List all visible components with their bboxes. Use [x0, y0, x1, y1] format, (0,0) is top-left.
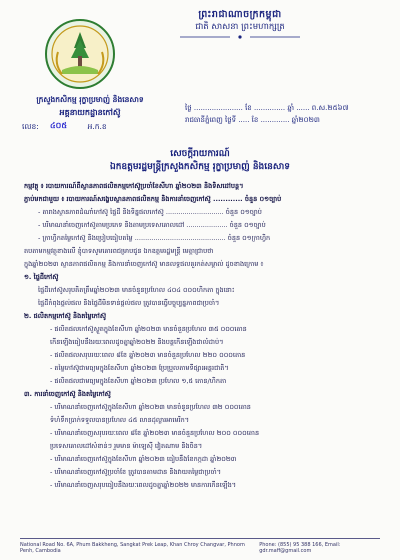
body-line: - ផលិតផលកៅស៊ូស្ងួតក្នុងខែសីហា ឆ្នាំ២០២៣ មានចំនួនប្រហែល ៣៥ ០០០តោន: [50, 325, 247, 333]
body-line: - តារាងស្ថានភាពដំណាំកៅស៊ូ ផ្ទៃដី និងទិន្នផលកៅស៊ូ ............................ ចំនួន ០១ច្បាប់: [38, 208, 262, 216]
reference-prefix: លេខ:: [22, 122, 39, 131]
body-line: - បរិមាណនាំចេញសរុបធៀបនឹងរយៈពេលដូចគ្នាឆ្នាំ២០២២ មានការកើនឡើង។: [50, 481, 237, 489]
kingdom-heading: ព្រះរាជាណាចក្រកម្ពុជា: [198, 9, 282, 20]
body-line: ប្រទេសគោលដៅសំខាន់ៗ រួមមាន ម៉ាឡេស៊ី វៀតណាម និងចិន។: [50, 442, 203, 450]
body-line: - បរិមាណនាំចេញកៅស៊ូប្រចាំខែ ត្រូវបានតាមដាន និងវាយតម្លៃជាប្រចាំ។: [50, 468, 221, 476]
body-line: ភ្ជាប់មកជាមួយ ៖ របាយការណ៍សង្ខេបស្ថានភាពផលិតកម្ម និងការនាំចេញកៅស៊ូ ............ ចំនួន ០១ច្បាប់: [24, 195, 282, 203]
ornamental-divider: [180, 35, 300, 39]
body-line: - បរិមាណនាំចេញកៅស៊ូតាមប្រភេទ និងតាមប្រទេសគោលដៅ .................... ចំនួន ០១ច្បាប់: [38, 221, 266, 229]
national-motto: ជាតិ សាសនា ព្រះមហាក្សត្រ: [195, 22, 285, 32]
document-title: សេចក្តីរាយការណ៍: [170, 149, 230, 159]
body-line: ៣. ការនាំចេញកៅស៊ូ និងតម្លៃកៅស៊ូ: [24, 390, 111, 398]
department-name: អគ្គនាយកដ្ឋានកៅស៊ូ: [59, 108, 121, 117]
body-line: ផ្ទៃដីកៅស៊ូសរុបគិតត្រឹមឆ្នាំ២០២៣ មានចំនួនប្រហែល ៤០៤ ០០០ហិកតា ក្នុងនោះ: [38, 286, 235, 294]
body-line: កើនឡើងធៀបនឹងរយៈពេលដូចគ្នាឆ្នាំ២០២២ និងបន្តកើនឡើងជាលំដាប់។: [50, 338, 224, 346]
body-line: ២. ផលិតកម្មកៅស៊ូ និងតម្លៃកៅស៊ូ: [24, 312, 107, 320]
body-line: - បរិមាណនាំចេញកៅស៊ូក្នុងខែសីហា ឆ្នាំ២០២៣ ធៀបនឹងខែកក្កដា ឆ្នាំ២០២៣: [50, 455, 237, 463]
body-line: - ផលិតផលសរុបរយៈពេល ៨ខែ ឆ្នាំ២០២៣ មានចំនួនប្រហែល ២២០ ០០០តោន: [50, 351, 246, 359]
solar-date: រាជធានីភ្នំពេញ ថ្ងៃទី ..... ខែ ............. ឆ្នាំ២០២៣: [185, 116, 320, 124]
body-line: កម្មវត្ថុ ៖ របាយការណ៍ពីស្ថានភាពផលិតកម្មកៅស៊ូប្រចាំខែសីហា ឆ្នាំ២០២៣ និងទិសដៅបន្ត។: [24, 182, 244, 190]
document-body: [24, 180, 379, 492]
body-line: - បរិមាណនាំចេញសរុបរយៈពេល ៨ខែ ឆ្នាំ២០២៣ មានចំនួនប្រហែល ២០០ ០០០តោន: [50, 429, 260, 437]
body-line: ផ្ទៃដីកំពុងផ្តល់ផល និងផ្ទៃដីមិនទាន់ផ្តល់ផល ត្រូវបានធ្វើបច្ចុប្បន្នភាពជាប្រចាំ។: [38, 299, 220, 307]
lunar-date: ថ្ងៃ ...................... ខែ .............. ឆ្នាំ ...... ព.ស.២៥៦៧: [185, 104, 349, 112]
footer-divider: [20, 538, 380, 539]
body-line: ទំហំទឹកប្រាក់ទទួលបានប្រហែល ៤៥ លានដុល្លារអាមេរិក។: [50, 416, 190, 424]
footer-address: National Road No. 6A, Phum Bakkheng, Sangkat Prek Leap, Khan Chroy Changvar, Phnom Penh, Cambodia: [20, 542, 245, 554]
body-line: ក្នុងឆ្នាំ២០២៣ ស្ថានភាពផលិតកម្ម និងការនាំចេញកៅស៊ូ មានលទ្ធផលគួរកត់សម្គាល់ ដូចខាងក្រោម ៖: [24, 260, 264, 268]
body-line: ១. ផ្ទៃដីកៅស៊ូ: [24, 273, 59, 281]
body-line: - បរិមាណនាំចេញកៅស៊ូក្នុងខែសីហា ឆ្នាំ២០២៣ មានចំនួនប្រហែល ៣២ ០០០តោន: [50, 403, 251, 411]
document-addressee: ឯកឧត្តមរដ្ឋមន្ត្រីក្រសួងកសិកម្ម រុក្ខាប្រមាញ់ និងនេសាទ: [110, 162, 290, 172]
body-line: - តម្លៃកៅស៊ូជាមធ្យមក្នុងខែសីហា ឆ្នាំ២០២៣ ប្រែប្រួលតាមទីផ្សារអន្តរជាតិ។: [50, 364, 229, 372]
reference-number: ៤០៥: [50, 121, 67, 130]
footer-contact: Phone: (855) 95 388 166, Email: gdr.maff@gmail.com: [259, 542, 341, 554]
body-line: - ក្រាហ្វិកតម្លៃកៅស៊ូ និងប្រៀបធៀបតម្លៃ ............................................ ចំនួន ០១ក្រាហ្វិក: [38, 234, 271, 242]
body-line: - ផលិតផលជាមធ្យមក្នុងខែសីហា ឆ្នាំ២០២៣ ប្រហែល ១,៥ តោន/ហិកតា: [50, 377, 227, 385]
ministry-name: ក្រសួងកសិកម្ម រុក្ខាប្រមាញ់ និងនេសាទ: [36, 95, 144, 104]
body-line: តបតាមកម្មវត្ថុខាងលើ ខ្ញុំបាទសូមគោរពជម្រាបជូន ឯកឧត្តមរដ្ឋមន្ត្រី មេត្តាជ្រាបថា: [24, 247, 214, 255]
reference-suffix: អ.ក.ខ: [87, 122, 107, 131]
ministry-logo: [44, 18, 116, 90]
footer: [20, 542, 380, 554]
